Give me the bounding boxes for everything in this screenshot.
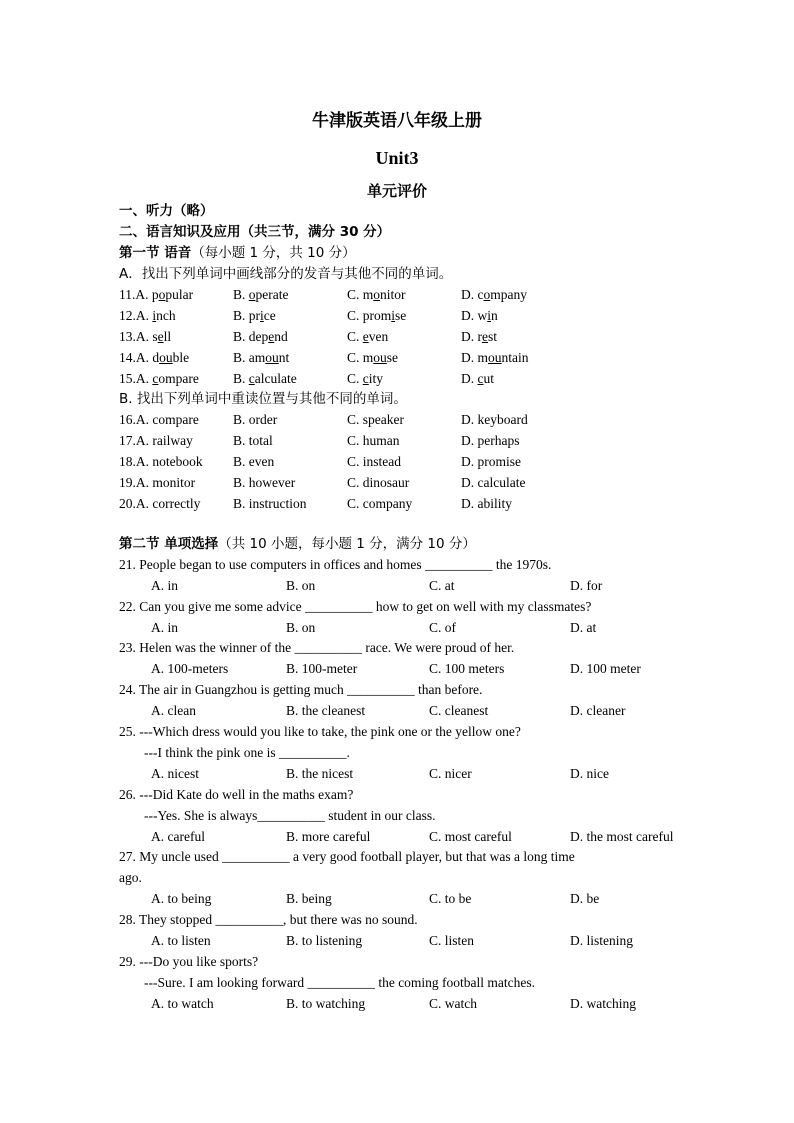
- option-b: B. total: [233, 433, 273, 448]
- option-a: 14.A. double: [119, 350, 190, 365]
- option-b: B. amount: [233, 350, 290, 365]
- option-a: 12.A. inch: [119, 308, 176, 323]
- question-text: 24. The air in Guangzhou is getting much __________ than before.: [119, 682, 483, 698]
- question-text: 23. Helen was the winner of the __________ race. We were proud of her.: [119, 640, 515, 656]
- unit-heading: Unit3: [375, 148, 419, 168]
- answer-option: D. 100 meter: [570, 661, 641, 677]
- option-d: D. cut: [461, 371, 495, 386]
- answer-option: A. 100-meters: [151, 661, 229, 677]
- option-d: D. calculate: [461, 475, 526, 490]
- option-c: C. speaker: [347, 412, 404, 427]
- option-b: B. operate: [233, 287, 289, 302]
- answer-option: C. at: [429, 578, 455, 593]
- option-a: 20.A. correctly: [119, 496, 201, 511]
- question-text: 21. People began to use computers in offices and homes __________ the 1970s.: [119, 557, 552, 572]
- part1-heading: [119, 243, 356, 263]
- option-c: C. dinosaur: [347, 475, 410, 490]
- answer-option: D. watching: [570, 995, 636, 1011]
- question-continuation: ago.: [119, 870, 142, 886]
- answer-option: B. more careful: [286, 828, 371, 844]
- section-language-text: 二、语言知识及应用（共三节，满分 30 分）: [119, 224, 391, 240]
- answer-option: A. careful: [151, 828, 205, 844]
- part1-title: 第一节 语音: [119, 245, 192, 261]
- answer-option: B. on: [286, 619, 316, 635]
- answer-option: D. for: [570, 578, 603, 593]
- answer-option: A. nicest: [151, 765, 199, 781]
- answer-option: D. cleaner: [570, 703, 626, 719]
- answer-option: A. in: [151, 619, 178, 635]
- answer-option: C. 100 meters: [429, 661, 505, 677]
- answer-option: B. the cleanest: [286, 703, 366, 719]
- question-text: 29. ---Do you like sports?: [119, 953, 259, 969]
- document-title: 牛津版英语八年级上册: [312, 111, 482, 131]
- option-c: C. even: [347, 329, 389, 344]
- part2-title: 第二节 单项选择: [119, 536, 219, 552]
- evaluation-heading: 单元评价: [366, 182, 427, 200]
- option-b: B. however: [233, 475, 296, 490]
- answer-option: B. to listening: [286, 932, 363, 948]
- answer-option: D. the most careful: [570, 828, 674, 844]
- answer-option: C. listen: [429, 932, 475, 948]
- answer-option: C. watch: [429, 995, 477, 1011]
- option-b: B. price: [233, 308, 276, 323]
- question-text: 28. They stopped __________, but there was no sound.: [119, 911, 418, 927]
- partA-instruction: A．找出下列单词中画线部分的发音与其他不同的单词。: [119, 266, 453, 282]
- option-d: D. rest: [461, 329, 498, 344]
- option-d: D. ability: [461, 496, 512, 511]
- answer-option: A. in: [151, 578, 178, 593]
- option-a: 11.A. popular: [119, 287, 194, 302]
- answer-option: C. of: [429, 619, 456, 635]
- answer-option: D. be: [570, 891, 600, 907]
- option-c: C. promise: [347, 308, 407, 323]
- answer-option: A. to watch: [151, 995, 214, 1011]
- option-b: B. instruction: [233, 496, 307, 511]
- question-text: 26. ---Did Kate do well in the maths exam?: [119, 786, 354, 802]
- option-b: B. even: [233, 454, 275, 469]
- question-text: 25. ---Which dress would you like to take, the pink one or the yellow one?: [119, 723, 521, 739]
- answer-option: B. to watching: [286, 995, 366, 1011]
- answer-option: D. listening: [570, 932, 633, 948]
- section-language: [119, 222, 390, 242]
- option-c: C. city: [347, 371, 384, 386]
- answer-option: A. clean: [151, 703, 196, 719]
- question-response: ---Yes. She is always__________ student in our class.: [144, 807, 436, 823]
- part2-heading: [119, 534, 476, 554]
- answer-option: B. being: [286, 891, 332, 907]
- answer-option: C. nicer: [429, 765, 472, 781]
- option-a: 17.A. railway: [119, 433, 193, 448]
- part1-note: （每小题 1 分，共 10 分）: [191, 245, 356, 261]
- section-listening: 一、听力（略）: [119, 203, 214, 219]
- option-a: 19.A. monitor: [119, 475, 196, 490]
- option-a: 18.A. notebook: [119, 454, 203, 469]
- option-b: B. depend: [233, 329, 288, 344]
- partB-instruction: B. 找出下列单词中重读位置与其他不同的单词。: [119, 391, 407, 407]
- part2-note: （共 10 小题，每小题 1 分，满分 10 分）: [218, 536, 476, 552]
- option-d: D. company: [461, 287, 527, 302]
- question-number: 11.: [119, 287, 136, 302]
- answer-option: A. to being: [151, 891, 212, 907]
- option-a: 13.A. sell: [119, 329, 172, 344]
- option-d: D. win: [461, 308, 498, 323]
- question-number: 15.: [119, 371, 136, 386]
- option-d: D. keyboard: [461, 412, 528, 427]
- question-response: ---I think the pink one is __________.: [144, 744, 350, 760]
- answer-option: C. to be: [429, 891, 472, 907]
- option-c: C. monitor: [347, 287, 406, 302]
- option-b: B. order: [233, 412, 278, 427]
- answer-option: D. nice: [570, 765, 609, 781]
- question-response: ---Sure. I am looking forward __________ the coming football matches.: [144, 974, 536, 990]
- question-number: 12.: [119, 308, 136, 323]
- answer-option: B. 100-meter: [286, 661, 358, 677]
- option-c: C. mouse: [347, 350, 399, 365]
- question-text: 22. Can you give me some advice __________ how to get on well with my classmates?: [119, 598, 592, 614]
- answer-option: C. most careful: [429, 828, 512, 844]
- answer-option: B. the nicest: [286, 765, 354, 781]
- option-c: C. human: [347, 433, 400, 448]
- option-c: C. instead: [347, 454, 401, 469]
- answer-option: C. cleanest: [429, 703, 489, 719]
- question-number: 14.: [119, 350, 136, 365]
- question-text: 27. My uncle used __________ a very good football player, but that was a long time: [119, 849, 575, 865]
- option-d: D. perhaps: [461, 433, 520, 448]
- option-a: 15.A. compare: [119, 371, 199, 386]
- answer-option: A. to listen: [151, 932, 211, 948]
- answer-option: B. on: [286, 578, 316, 593]
- option-b: B. calculate: [233, 371, 297, 386]
- option-a: 16.A. compare: [119, 412, 199, 427]
- option-c: C. company: [347, 496, 413, 511]
- question-number: 13.: [119, 329, 136, 344]
- answer-option: D. at: [570, 619, 597, 635]
- option-d: D. mountain: [461, 350, 529, 365]
- option-d: D. promise: [461, 454, 521, 469]
